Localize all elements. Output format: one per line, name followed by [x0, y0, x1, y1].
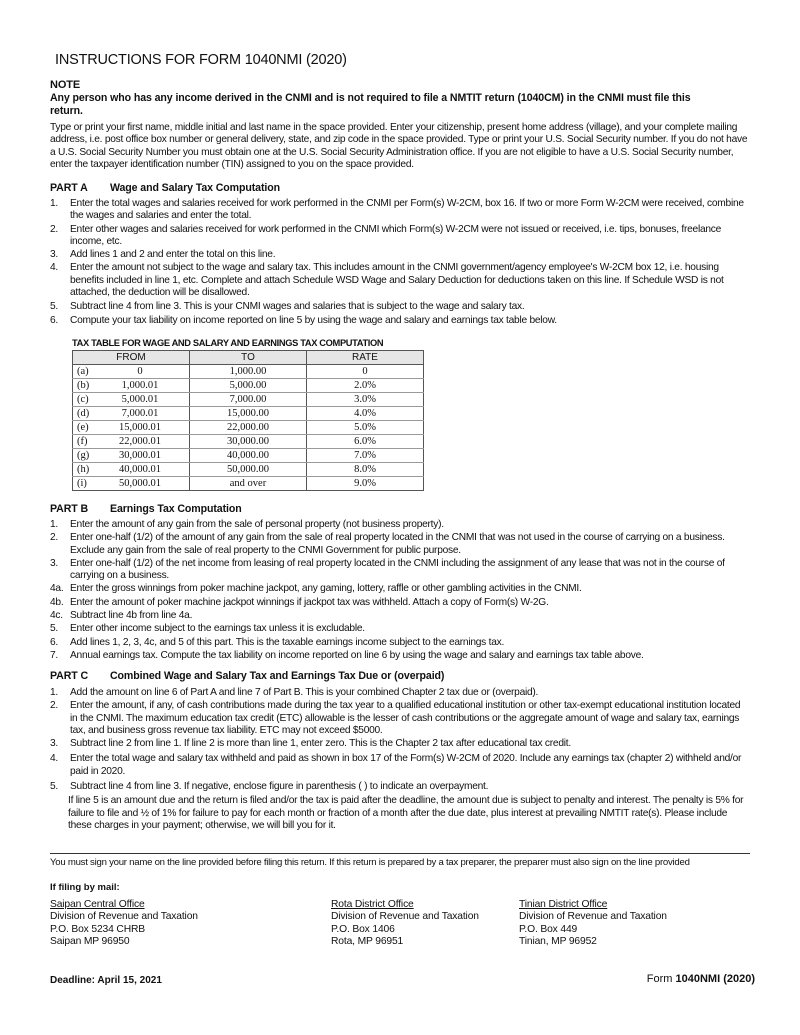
- cell-rate: 2.0%: [307, 379, 424, 393]
- item-text: Subtract line 4 from line 3. If negative, enclose figure in parenthesis ( ) to indicate an overpayment.: [70, 781, 489, 793]
- office-line: P.O. Box 1406: [331, 923, 395, 935]
- cell-from: [73, 365, 190, 379]
- item-number: 2.: [50, 532, 58, 544]
- item-number: 4b.: [50, 596, 64, 608]
- cell-to: 5,000.00: [190, 379, 307, 393]
- list-item: [50, 781, 750, 793]
- item-text: Subtract line 2 from line 1. If line 2 is more than line 1, enter zero. This is the Chapter 2 tax after educational tax credit.: [70, 738, 571, 750]
- cell-rate: 7.0%: [307, 449, 424, 463]
- item-number: 5.: [50, 301, 58, 313]
- cell-rate: 4.0%: [307, 407, 424, 421]
- item-number: 3.: [50, 249, 58, 261]
- from-value: 7,000.01: [121, 408, 159, 419]
- part-a-label: PART A: [50, 182, 88, 194]
- part-a-heading: [50, 182, 750, 194]
- cell-from: [73, 463, 190, 477]
- item-text: Enter other wages and salaries received for work performed in the CNMI which Form(s) W-2CM were not issued or received, i.e. tips, bonuses, freelance income, etc.: [70, 223, 722, 247]
- part-b-section: [50, 503, 750, 663]
- table-row: [73, 435, 424, 449]
- table-row: [73, 407, 424, 421]
- item-text: Enter the amount not subject to the wage and salary tax. This includes amount in the CNMI government/agency employee's W-2CM box 12, i.e. housing benefits included in line 1, etc. Complete and attach Schedule WSD Wage and Salary Deduction for deductions taken on this line. If Schedule WSD is not attached, the deduction will be disallowed.: [70, 262, 724, 299]
- mailing-heading: If filing by mail:: [50, 882, 120, 893]
- item-text: Enter the amount of any gain from the sale of personal property (not business property).: [70, 519, 444, 530]
- column-header-to: TO: [190, 351, 307, 365]
- item-text: Subtract line 4b from line 4a.: [70, 610, 193, 622]
- column-header-from: FROM: [73, 351, 190, 365]
- cell-to: 7,000.00: [190, 393, 307, 407]
- item-text: Enter the gross winnings from poker machine jackpot, any gaming, lottery, raffle or other gambling activities in the CNMI.: [70, 583, 582, 595]
- cell-to: 30,000.00: [190, 435, 307, 449]
- tax-table: [72, 350, 424, 491]
- item-number: 2.: [50, 223, 58, 235]
- row-label: (a): [77, 366, 89, 377]
- office-line: P.O. Box 5234 CHRB: [50, 923, 145, 935]
- office-saipan: [50, 899, 198, 948]
- note-paragraph: Type or print your first name, middle initial and last name in the space provided. Enter your citizenship, present home address (village), and your complete mailing address, i.e. post office box number or general delivery, state, and zip code in the space provided. Type or print your U.S. Social Security number. If you do not have a U.S. Social Security Number you must obtain one at the U.S. Social Security Administration office. If you are not eligible to have a U.S. Social Security number, enter the taxpayer identification number (TIN) assigned to you on the space provided.: [50, 122, 748, 170]
- cell-to: and over: [190, 477, 307, 491]
- deadline: Deadline: April 15, 2021: [50, 975, 162, 986]
- item-text: Subtract line 4 from line 3. This is your CNMI wages and salaries that is subject to the wage and salary tax.: [70, 301, 525, 313]
- item-number: 4a.: [50, 583, 64, 595]
- list-item: [50, 532, 750, 557]
- cell-rate: 3.0%: [307, 393, 424, 407]
- list-item: [50, 301, 750, 313]
- office-name: Saipan Central Office: [50, 899, 145, 910]
- cell-to: 1,000.00: [190, 365, 307, 379]
- table-row: [73, 365, 424, 379]
- cell-from: [73, 421, 190, 435]
- part-c-section: [50, 670, 750, 832]
- cell-to: 22,000.00: [190, 421, 307, 435]
- item-number: 5.: [50, 781, 58, 793]
- cell-to: 50,000.00: [190, 463, 307, 477]
- form-name: 1040NMI (2020): [675, 973, 755, 985]
- part-b-heading: [50, 503, 750, 515]
- cell-from: [73, 379, 190, 393]
- part-a-title: Wage and Salary Tax Computation: [110, 182, 280, 194]
- from-value: 0: [137, 366, 143, 377]
- office-line: Division of Revenue and Taxation: [50, 911, 198, 923]
- list-item: [50, 224, 750, 249]
- list-item: [50, 249, 750, 261]
- row-label: (f): [77, 436, 88, 447]
- item-number: 3.: [50, 738, 58, 750]
- cell-rate: 8.0%: [307, 463, 424, 477]
- note-bold-text: Any person who has any income derived in the CNMI and is not required to file a NMTIT return (1040CM) in the CNMI must file this return.: [50, 92, 691, 117]
- list-item: [50, 315, 750, 327]
- item-text: Enter the total wages and salaries received for work performed in the CNMI per Form(s) W-2CM, box 16. If two or more Form W-2CM were received, combine the wages and salaries and enter the total.: [70, 198, 744, 222]
- form-footer: [647, 973, 755, 985]
- list-item: [50, 700, 750, 737]
- part-c-items: [50, 687, 750, 793]
- item-text: Enter the amount, if any, of cash contributions made during the tax year to a qualified educational institution or other tax-exempt educational institution located in the CNMI. The maximum education tax credit (ETC) allowable is the lesser of cash contributions or the aggregate amount of wage and salary tax, earnings tax, and business gross revenue tax liability. ETC may not exceed $5000.: [70, 700, 741, 736]
- cell-rate: 0: [307, 365, 424, 379]
- list-item: [50, 198, 750, 223]
- cell-from: [73, 477, 190, 491]
- office-line: Saipan MP 96950: [50, 935, 130, 947]
- table-row: [73, 449, 424, 463]
- row-label: (d): [77, 408, 90, 419]
- list-item: [50, 558, 750, 583]
- cell-rate: 6.0%: [307, 435, 424, 449]
- item-text: Enter one-half (1/2) of the amount of any gain from the sale of real property located in the CNMI that was not used in the course of carrying on a business. Exclude any gain from the sale of real property to the CNMI Government for public purpose.: [70, 532, 725, 556]
- from-value: 40,000.01: [119, 464, 161, 475]
- divider: [50, 853, 750, 854]
- part-b-label: PART B: [50, 503, 89, 515]
- row-label: (h): [77, 464, 90, 475]
- row-label: (c): [77, 394, 89, 405]
- table-row: [73, 421, 424, 435]
- item-number: 4.: [50, 753, 58, 765]
- part-c-title: Combined Wage and Salary Tax and Earnings Tax Due or (overpaid): [110, 670, 445, 682]
- from-value: 15,000.01: [119, 422, 161, 433]
- item-number: 3.: [50, 557, 58, 569]
- item-number: 1.: [50, 687, 58, 698]
- item-number: 7.: [50, 649, 58, 661]
- cell-to: 40,000.00: [190, 449, 307, 463]
- office-name: Tinian District Office: [519, 899, 608, 910]
- list-item: [50, 687, 750, 699]
- cell-from: [73, 449, 190, 463]
- item-number: 1.: [50, 519, 58, 530]
- item-text: Enter the total wage and salary tax withheld and paid as shown in box 17 of the Form(s) W-2CM of 2020. Include any earnings tax (chapter 2) withheld and/or paid in 2020.: [70, 753, 742, 777]
- office-line: Rota, MP 96951: [331, 935, 404, 947]
- office-line: Tinian, MP 96952: [519, 935, 597, 947]
- item-text: Enter one-half (1/2) of the net income from leasing of real property located in the CNMI including the assignment of any lease that was not in the course of carrying on a business.: [70, 557, 725, 582]
- list-item: [50, 597, 750, 609]
- from-value: 22,000.01: [119, 436, 161, 447]
- row-label: (g): [77, 450, 90, 461]
- signature-note: You must sign your name on the line provided before filing this return. If this return is prepared by a tax preparer, the preparer must also sign on the line provided: [50, 857, 690, 868]
- table-row: [73, 379, 424, 393]
- from-value: 30,000.01: [119, 450, 161, 461]
- item-text: Enter other income subject to the earnings tax unless it is excludable.: [70, 623, 365, 635]
- item-number: 4.: [50, 262, 58, 274]
- tax-table-section: [72, 338, 424, 491]
- item-text: Add lines 1 and 2 and enter the total on this line.: [70, 249, 276, 261]
- from-value: 5,000.01: [121, 394, 159, 405]
- office-line: P.O. Box 449: [519, 923, 578, 935]
- cell-from: [73, 435, 190, 449]
- part-a-items: [50, 198, 750, 327]
- note-heading: NOTE: [50, 79, 81, 91]
- item-number: 6.: [50, 314, 58, 326]
- part-b-items: [50, 519, 750, 662]
- item-number: 6.: [50, 636, 58, 648]
- list-item: [50, 610, 750, 622]
- item-text: Add lines 1, 2, 3, 4c, and 5 of this part. This is the taxable earnings income subject to the earnings tax.: [70, 636, 505, 648]
- office-tinian: [519, 899, 667, 948]
- cell-from: [73, 393, 190, 407]
- item-number: 5.: [50, 623, 58, 635]
- row-label: (e): [77, 422, 89, 433]
- list-item: [50, 623, 750, 635]
- item-number: 1.: [50, 198, 58, 209]
- cell-to: 15,000.00: [190, 407, 307, 421]
- form-prefix: Form: [646, 973, 673, 985]
- office-line: Division of Revenue and Taxation: [331, 911, 479, 923]
- item-text: Enter the amount of poker machine jackpot winnings if jackpot tax was withheld. Attach a copy of Form(s) W-2G.: [70, 596, 549, 608]
- item-text: Annual earnings tax. Compute the tax liability on income reported on line 6 by using the wage and salary and earnings tax table above.: [70, 649, 644, 661]
- list-item: [50, 738, 750, 750]
- part-c-label: PART C: [50, 670, 89, 682]
- table-row: [73, 477, 424, 491]
- table-row: [73, 463, 424, 477]
- part-c-heading: [50, 670, 750, 682]
- from-value: 50,000.01: [119, 478, 161, 489]
- part-b-title: Earnings Tax Computation: [110, 503, 242, 515]
- page-title: INSTRUCTIONS FOR FORM 1040NMI (2020): [55, 52, 347, 68]
- item-text: Add the amount on line 6 of Part A and line 7 of Part B. This is your combined Chapter 2 tax due or (overpaid).: [70, 687, 539, 698]
- tax-table-title: TAX TABLE FOR WAGE AND SALARY AND EARNINGS TAX COMPUTATION: [72, 338, 384, 348]
- item-number: 2.: [50, 700, 58, 712]
- row-label: (b): [77, 380, 90, 391]
- office-rota: [331, 899, 479, 948]
- cell-rate: 9.0%: [307, 477, 424, 491]
- list-item: [50, 262, 750, 299]
- cell-rate: 5.0%: [307, 421, 424, 435]
- cell-from: [73, 407, 190, 421]
- list-item: [50, 753, 750, 778]
- office-name: Rota District Office: [331, 899, 414, 910]
- list-item: [50, 637, 750, 649]
- item-text: Compute your tax liability on income reported on line 5 by using the wage and salary and earnings tax table below.: [70, 314, 557, 326]
- list-item: [50, 519, 750, 531]
- note-section: [50, 79, 750, 171]
- list-item: [50, 583, 750, 595]
- from-value: 1,000.01: [121, 380, 159, 391]
- list-item: [50, 650, 750, 662]
- part-a-section: [50, 182, 750, 328]
- item-number: 4c.: [50, 610, 63, 622]
- table-row: [73, 393, 424, 407]
- row-label: (i): [77, 478, 87, 489]
- column-header-rate: RATE: [307, 351, 424, 365]
- penalty-note: If line 5 is an amount due and the return is filed and/or the tax is paid after the deadline, the amount due is subject to penalty and interest. The penalty is 5% for failure to file and ½ of 1% for failure to pay for each month or fraction of a month after the due date, plus interest at prevailing NMTIT rate(s). Please include these charges in your payment; otherwise, we will bill you for it.: [68, 795, 744, 831]
- office-line: Division of Revenue and Taxation: [519, 911, 667, 923]
